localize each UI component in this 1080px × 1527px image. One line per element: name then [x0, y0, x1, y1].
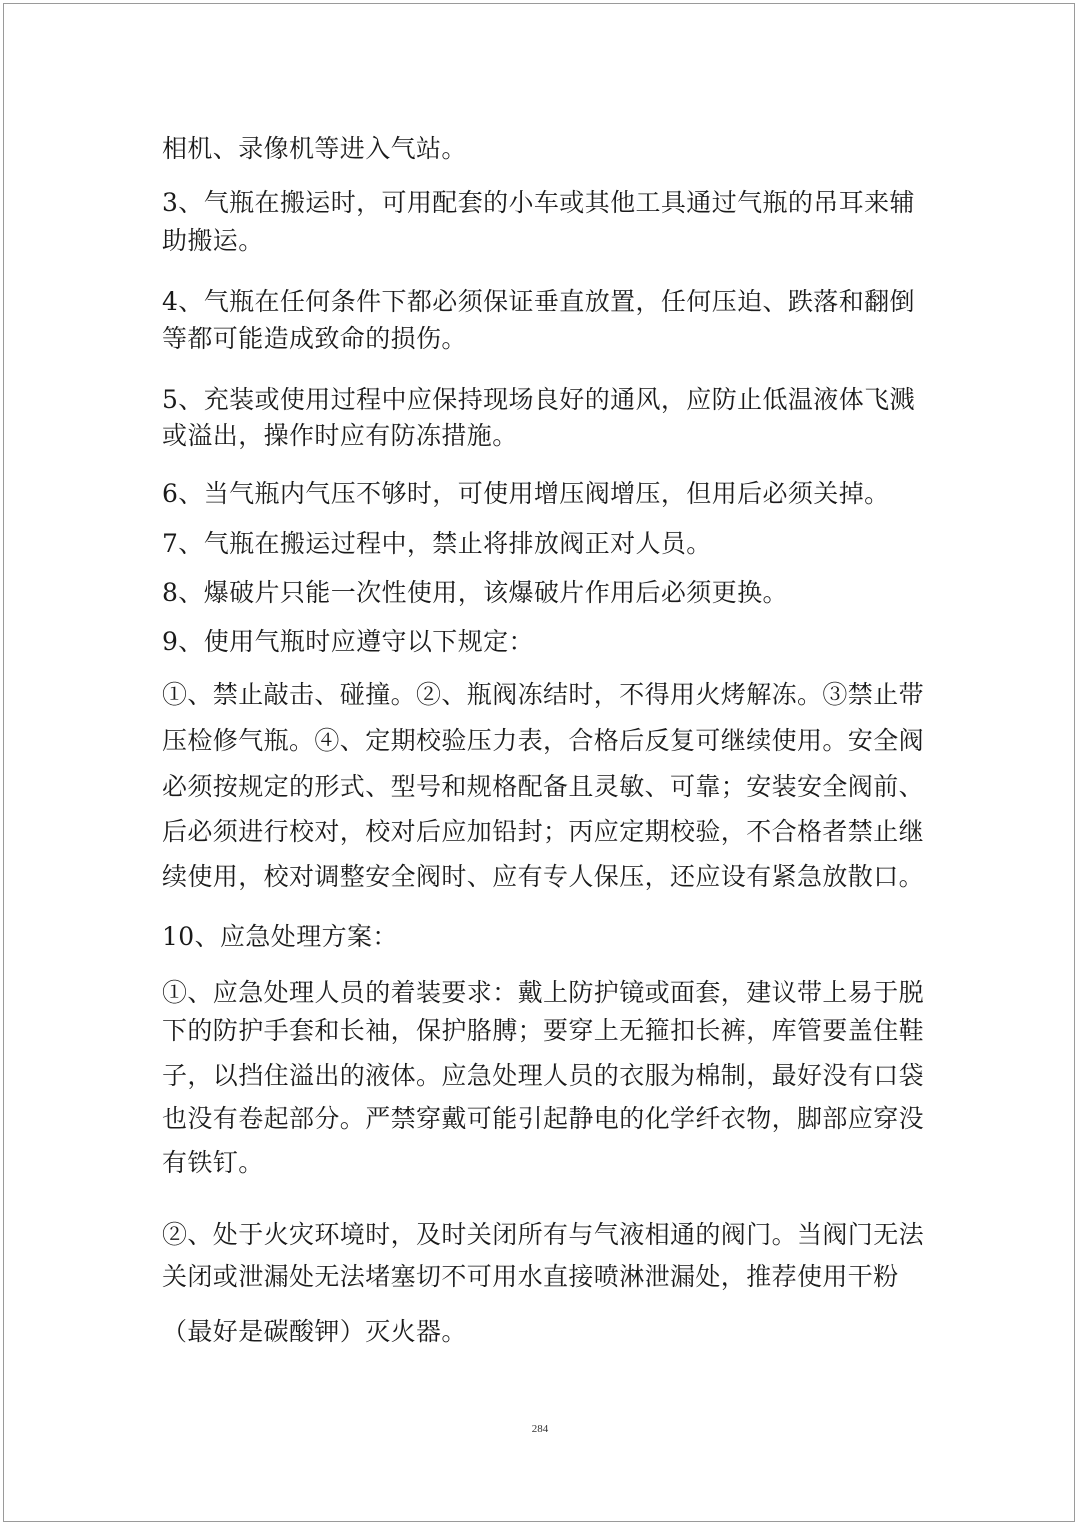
page-number: 284 — [531, 1423, 549, 1435]
text-line: 或溢出，操作时应有防冻措施。 — [162, 421, 518, 450]
text-line: 助搬运。 — [162, 226, 264, 255]
text-line: 5、充装或使用过程中应保持现场良好的通风，应防止低温液体飞溅 — [162, 385, 915, 414]
text-line: 7、气瓶在搬运过程中，禁止将排放阀正对人员。 — [162, 529, 712, 558]
text-line: 有铁钉。 — [162, 1148, 264, 1177]
text-line: ①、应急处理人员的着装要求：戴上防护镜或面套，建议带上易于脱 — [162, 978, 925, 1007]
text-line: 关闭或泄漏处无法堵塞切不可用水直接喷淋泄漏处，推荐使用干粉 — [162, 1262, 899, 1291]
text-line: 必须按规定的形式、型号和规格配备且灵敏、可靠；安装安全阀前、 — [162, 772, 925, 801]
text-line: 续使用，校对调整安全阀时、应有专人保压，还应设有紧急放散口。 — [162, 862, 925, 891]
text-line: 10、应急处理方案： — [162, 922, 398, 951]
text-line: 后必须进行校对，校对后应加铅封；丙应定期校验，不合格者禁止继 — [162, 817, 925, 846]
text-line: 6、当气瓶内气压不够时，可使用增压阀增压，但用后必须关掉。 — [162, 479, 890, 508]
text-line: 压检修气瓶。④、定期校验压力表，合格后反复可继续使用。安全阀 — [162, 726, 925, 755]
text-line: 4、气瓶在任何条件下都必须保证垂直放置，任何压迫、跌落和翻倒 — [162, 287, 915, 316]
text-line: 等都可能造成致命的损伤。 — [162, 324, 467, 353]
text-line: 9、使用气瓶时应遵守以下规定： — [162, 627, 534, 656]
text-line: 下的防护手套和长袖，保护胳膊；要穿上无箍扣长裤，库管要盖住鞋 — [162, 1016, 925, 1045]
text-line: 相机、录像机等进入气站。 — [162, 134, 467, 163]
text-line: ①、禁止敲击、碰撞。②、瓶阀冻结时，不得用火烤解冻。③禁止带 — [162, 680, 925, 709]
text-line: （最好是碳酸钾）灭火器。 — [162, 1317, 467, 1346]
text-line: 也没有卷起部分。严禁穿戴可能引起静电的化学纤衣物，脚部应穿没 — [162, 1104, 925, 1133]
text-line: 3、气瓶在搬运时，可用配套的小车或其他工具通过气瓶的吊耳来辅 — [162, 188, 915, 217]
text-line: 子，以挡住溢出的液体。应急处理人员的衣服为棉制，最好没有口袋 — [162, 1061, 925, 1090]
text-line: 8、爆破片只能一次性使用，该爆破片作用后必须更换。 — [162, 578, 788, 607]
text-line: ②、处于火灾环境时，及时关闭所有与气液相通的阀门。当阀门无法 — [162, 1220, 925, 1249]
